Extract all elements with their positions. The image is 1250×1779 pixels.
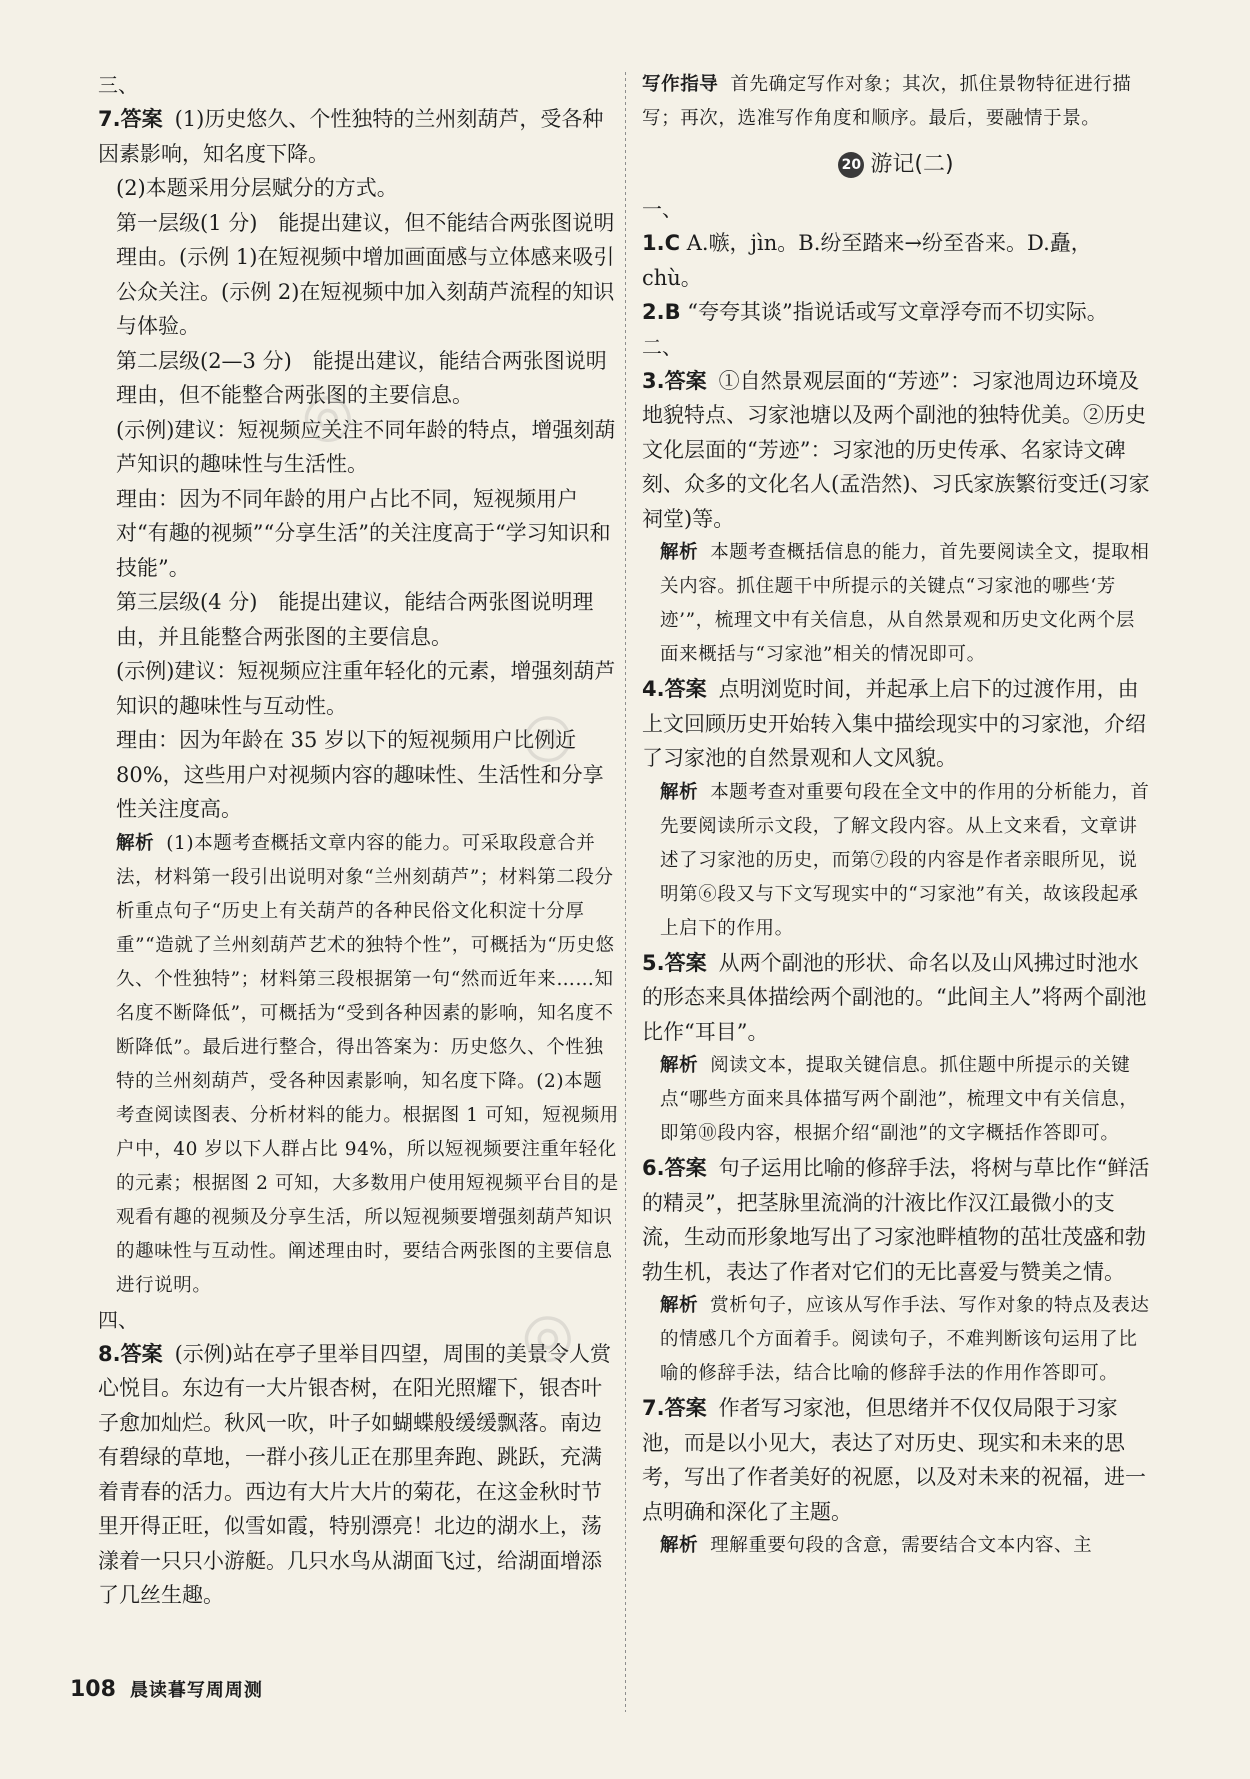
q5-answer-text: 从两个副池的形状、命名以及山风拂过时池水的形态来具体描绘两个副池的。“此间主人”将两个副池比作“耳目”。 (642, 950, 1147, 1044)
q7-number: 7. (98, 107, 121, 131)
q4-answer (642, 672, 1150, 776)
page-number: 108 (70, 1677, 116, 1702)
unit-number-badge: 20 (838, 152, 864, 178)
q6-number: 6. (642, 1156, 665, 1180)
q3-number: 3. (642, 368, 665, 393)
q5-number: 5. (642, 950, 665, 975)
q3-analysis (642, 536, 1150, 672)
q7r-answer (642, 1391, 1150, 1529)
q3-analysis-label: 解析 (660, 542, 699, 563)
q1-number: 1.C (642, 231, 681, 255)
q7r-number: 7. (642, 1396, 665, 1420)
q7-answer-label: 答案 (120, 107, 163, 131)
right-column (642, 68, 1150, 1563)
q3-answer-label: 答案 (664, 368, 707, 393)
q5-answer (642, 946, 1150, 1050)
writing-guide (642, 68, 1150, 136)
q6-analysis-label: 解析 (660, 1295, 699, 1316)
q5-analysis-text: 阅读文本，提取关键信息。抓住题中所提示的关键点“哪些方面来具体描写两个副池”，梳理文中有关信息，即第⑩段内容，根据介绍“副池”的文字概括作答即可。 (660, 1055, 1139, 1144)
q8-number: 8. (98, 1341, 121, 1366)
q8-answer-label: 答案 (120, 1341, 163, 1366)
watermark-stamp: ◎ (288, 372, 364, 458)
q6-analysis (642, 1289, 1150, 1391)
q6-analysis-text: 赏析句子，应该从写作手法、写作对象的特点及表达的情感几个方面着手。阅读句子，不难判断该句运用了比喻的修辞手法，结合比喻的修辞手法的作用作答即可。 (660, 1295, 1150, 1384)
q7-answer-part1: (1)历史悠久、个性独特的兰州刻葫芦，受各种因素影响，知名度下降。 (98, 107, 604, 166)
page-footer (70, 1676, 263, 1702)
q7-analysis-text: (1)本题考查概括文章内容的能力。可采取段意合并法，材料第一段引出说明对象“兰州刻葫芦”；材料第二段分析重点句子“历史上有关葫芦的各种民俗文化积淀十分厚重”“造就了兰州刻葫芦艺术的独特个性”，可概括为“历史悠久、个性独特”；材料第三段根据第一句“然而近年来……知名度不断降低”，可概括为“受到各种因素的影响，知名度不断降低”。最后进行整合，得出答案为：历史悠久、个性独特的兰州刻葫芦，受各种因素影响，知名度下降。(2)本题考查阅读图表、分析材料的能力。根据图 1 可知，短视频用户中，40 岁以下人群占比 94%，所以短视频要注重年轻化的元素；根据图 2 可知，大多数用户使用短视频平台目的是观看有趣的视频及分享生活，所以短视频要增强刻葫芦知识的趣味性与互动性。阐述理由时，要结合两张图的主要信息进行说明。 (116, 832, 619, 1296)
q4-analysis-text: 本题考查对重要句段在全文中的作用的分析能力，首先要阅读所示文段，了解文段内容。从上文来看，文章讲述了习家池的历史，而第⑦段的内容是作者亲眼所见，说明第⑥段又与下文写现实中的“习家池”有关，故该段起承上启下的作用。 (660, 781, 1150, 939)
q7r-analysis-text: 理解重要句段的含意，需要结合文本内容、主 (710, 1535, 1093, 1556)
q2-text: “夸夸其谈”指说话或写文章浮夸而不切实际。 (687, 300, 1108, 324)
q6-answer-label: 答案 (664, 1156, 707, 1180)
q4-analysis (642, 776, 1150, 946)
column-divider (625, 72, 626, 1712)
level-two-reason: 理由：因为不同年龄的用户占比不同，短视频用户对“有趣的视频”“分享生活”的关注度高于“学习知识和技能”。 (116, 486, 611, 580)
q7-answer (98, 102, 620, 171)
book-title: 晨读暮写周周测 (129, 1680, 263, 1701)
unit-title: 游记(二) (870, 152, 954, 177)
q7-answer-part2: (2)本题采用分层赋分的方式。 (116, 176, 398, 200)
q4-answer-text: 点明浏览时间，并起承上启下的过渡作用，由上文回顾历史开始转入集中描绘现实中的习家池，介绍了习家池的自然景观和人文风貌。 (642, 677, 1146, 770)
q1-text: A.嗾，jìn。B.纷至踏来→纷至沓来。D.矗，chù。 (642, 231, 1092, 290)
q3-answer (642, 364, 1150, 537)
q3-analysis-text: 本题考查概括信息的能力，首先要阅读全文，提取相关内容。抓住题干中所提示的关键点“习家池的哪些‘芳迹’”，梳理文中有关信息，从自然景观和历史文化两个层面来概括与“习家池”相关的情况即可。 (660, 542, 1150, 665)
section-one-heading: 一、 (642, 197, 682, 221)
q1-answer (642, 226, 1150, 295)
writing-guide-text: 首先确定写作对象；其次，抓住景物特征进行描写；再次，选准写作角度和顺序。最后，要融情于景。 (642, 74, 1132, 129)
q7-analysis-label: 解析 (116, 832, 155, 854)
q4-analysis-label: 解析 (660, 781, 699, 803)
q2-answer (642, 295, 1150, 330)
watermark-stamp: ◎ (508, 1292, 584, 1378)
section-three-heading: 三、 (98, 73, 138, 97)
q6-answer (642, 1151, 1150, 1289)
unit-heading (642, 140, 1150, 190)
q7r-answer-text: 作者写习家池，但思绪并不仅仅局限于习家池，而是以小见大，表达了对历史、现实和未来的思考，写出了作者美好的祝愿，以及对未来的祝福，进一点明确和深化了主题。 (642, 1396, 1146, 1524)
writing-guide-label: 写作指导 (642, 74, 719, 95)
q6-answer-text: 句子运用比喻的修辞手法，将树与草比作“鲜活的精灵”，把茎脉里流淌的汁液比作汉江最微小的支流，生动而形象地写出了习家池畔植物的茁壮茂盛和勃勃生机，表达了作者对它们的无比喜爱与赞美之情。 (642, 1156, 1150, 1284)
q2-number: 2.B (642, 300, 681, 324)
level-two: 第二层级(2—3 分) 能提出建议，能结合两张图说明理由，但不能整合两张图的主要信息。 (116, 348, 607, 407)
watermark-stamp: ◎ (508, 692, 584, 778)
level-three-reason: 理由：因为年龄在 35 岁以下的短视频用户比例近 80%，这些用户对视频内容的趣味性、生活性和分享性关注度高。 (116, 728, 604, 821)
section-four-heading: 四、 (98, 1307, 138, 1332)
q7-analysis (98, 827, 620, 1303)
level-two-example: (示例)建议：短视频应关注不同年龄的特点，增强刻葫芦知识的趣味性与生活性。 (116, 417, 616, 476)
level-three-example: (示例)建议：短视频应注重年轻化的元素，增强刻葫芦知识的趣味性与互动性。 (116, 659, 616, 718)
q7r-answer-label: 答案 (664, 1396, 707, 1420)
section-two-heading: 二、 (642, 334, 682, 359)
level-three: 第三层级(4 分) 能提出建议，能结合两张图说明理由，并且能整合两张图的主要信息。 (116, 590, 594, 649)
q8-answer (98, 1337, 620, 1613)
q4-answer-label: 答案 (664, 677, 707, 701)
level-one: 第一层级(1 分) 能提出建议，但不能结合两张图说明理由。(示例 1)在短视频中增加画面感与立体感来吸引公众关注。(示例 2)在短视频中加入刻葫芦流程的知识与体验。 (116, 210, 615, 338)
q4-number: 4. (642, 677, 665, 701)
q5-answer-label: 答案 (664, 950, 707, 975)
q8-answer-text: (示例)站在亭子里举目四望，周围的美景令人赏心悦目。东边有一大片银杏树，在阳光照耀下，银杏叶子愈加灿烂。秋风一吹，叶子如蝴蝶般缓缓飘落。南边有碧绿的草地，一群小孩儿正在那里奔跑、跳跃，充满着青春的活力。西边有大片大片的菊花，在这金秋时节里开得正旺，似雪如霞，特别漂亮！北边的湖水上，荡漾着一只只小游艇。几只水鸟从湖面飞过，给湖面增添了几丝生趣。 (98, 1341, 611, 1607)
left-column (98, 68, 620, 1613)
q7r-analysis (642, 1529, 1150, 1563)
q5-analysis (642, 1049, 1150, 1151)
q3-answer-text: ①自然景观层面的“芳迹”：习家池周边环境及地貌特点、习家池塘以及两个副池的独特优美。②历史文化层面的“芳迹”：习家池的历史传承、名家诗文碑刻、众多的文化名人(孟浩然)、习氏家族繁衍变迁(习家祠堂)等。 (642, 368, 1150, 531)
q7r-analysis-label: 解析 (660, 1535, 699, 1556)
q5-analysis-label: 解析 (660, 1055, 699, 1076)
